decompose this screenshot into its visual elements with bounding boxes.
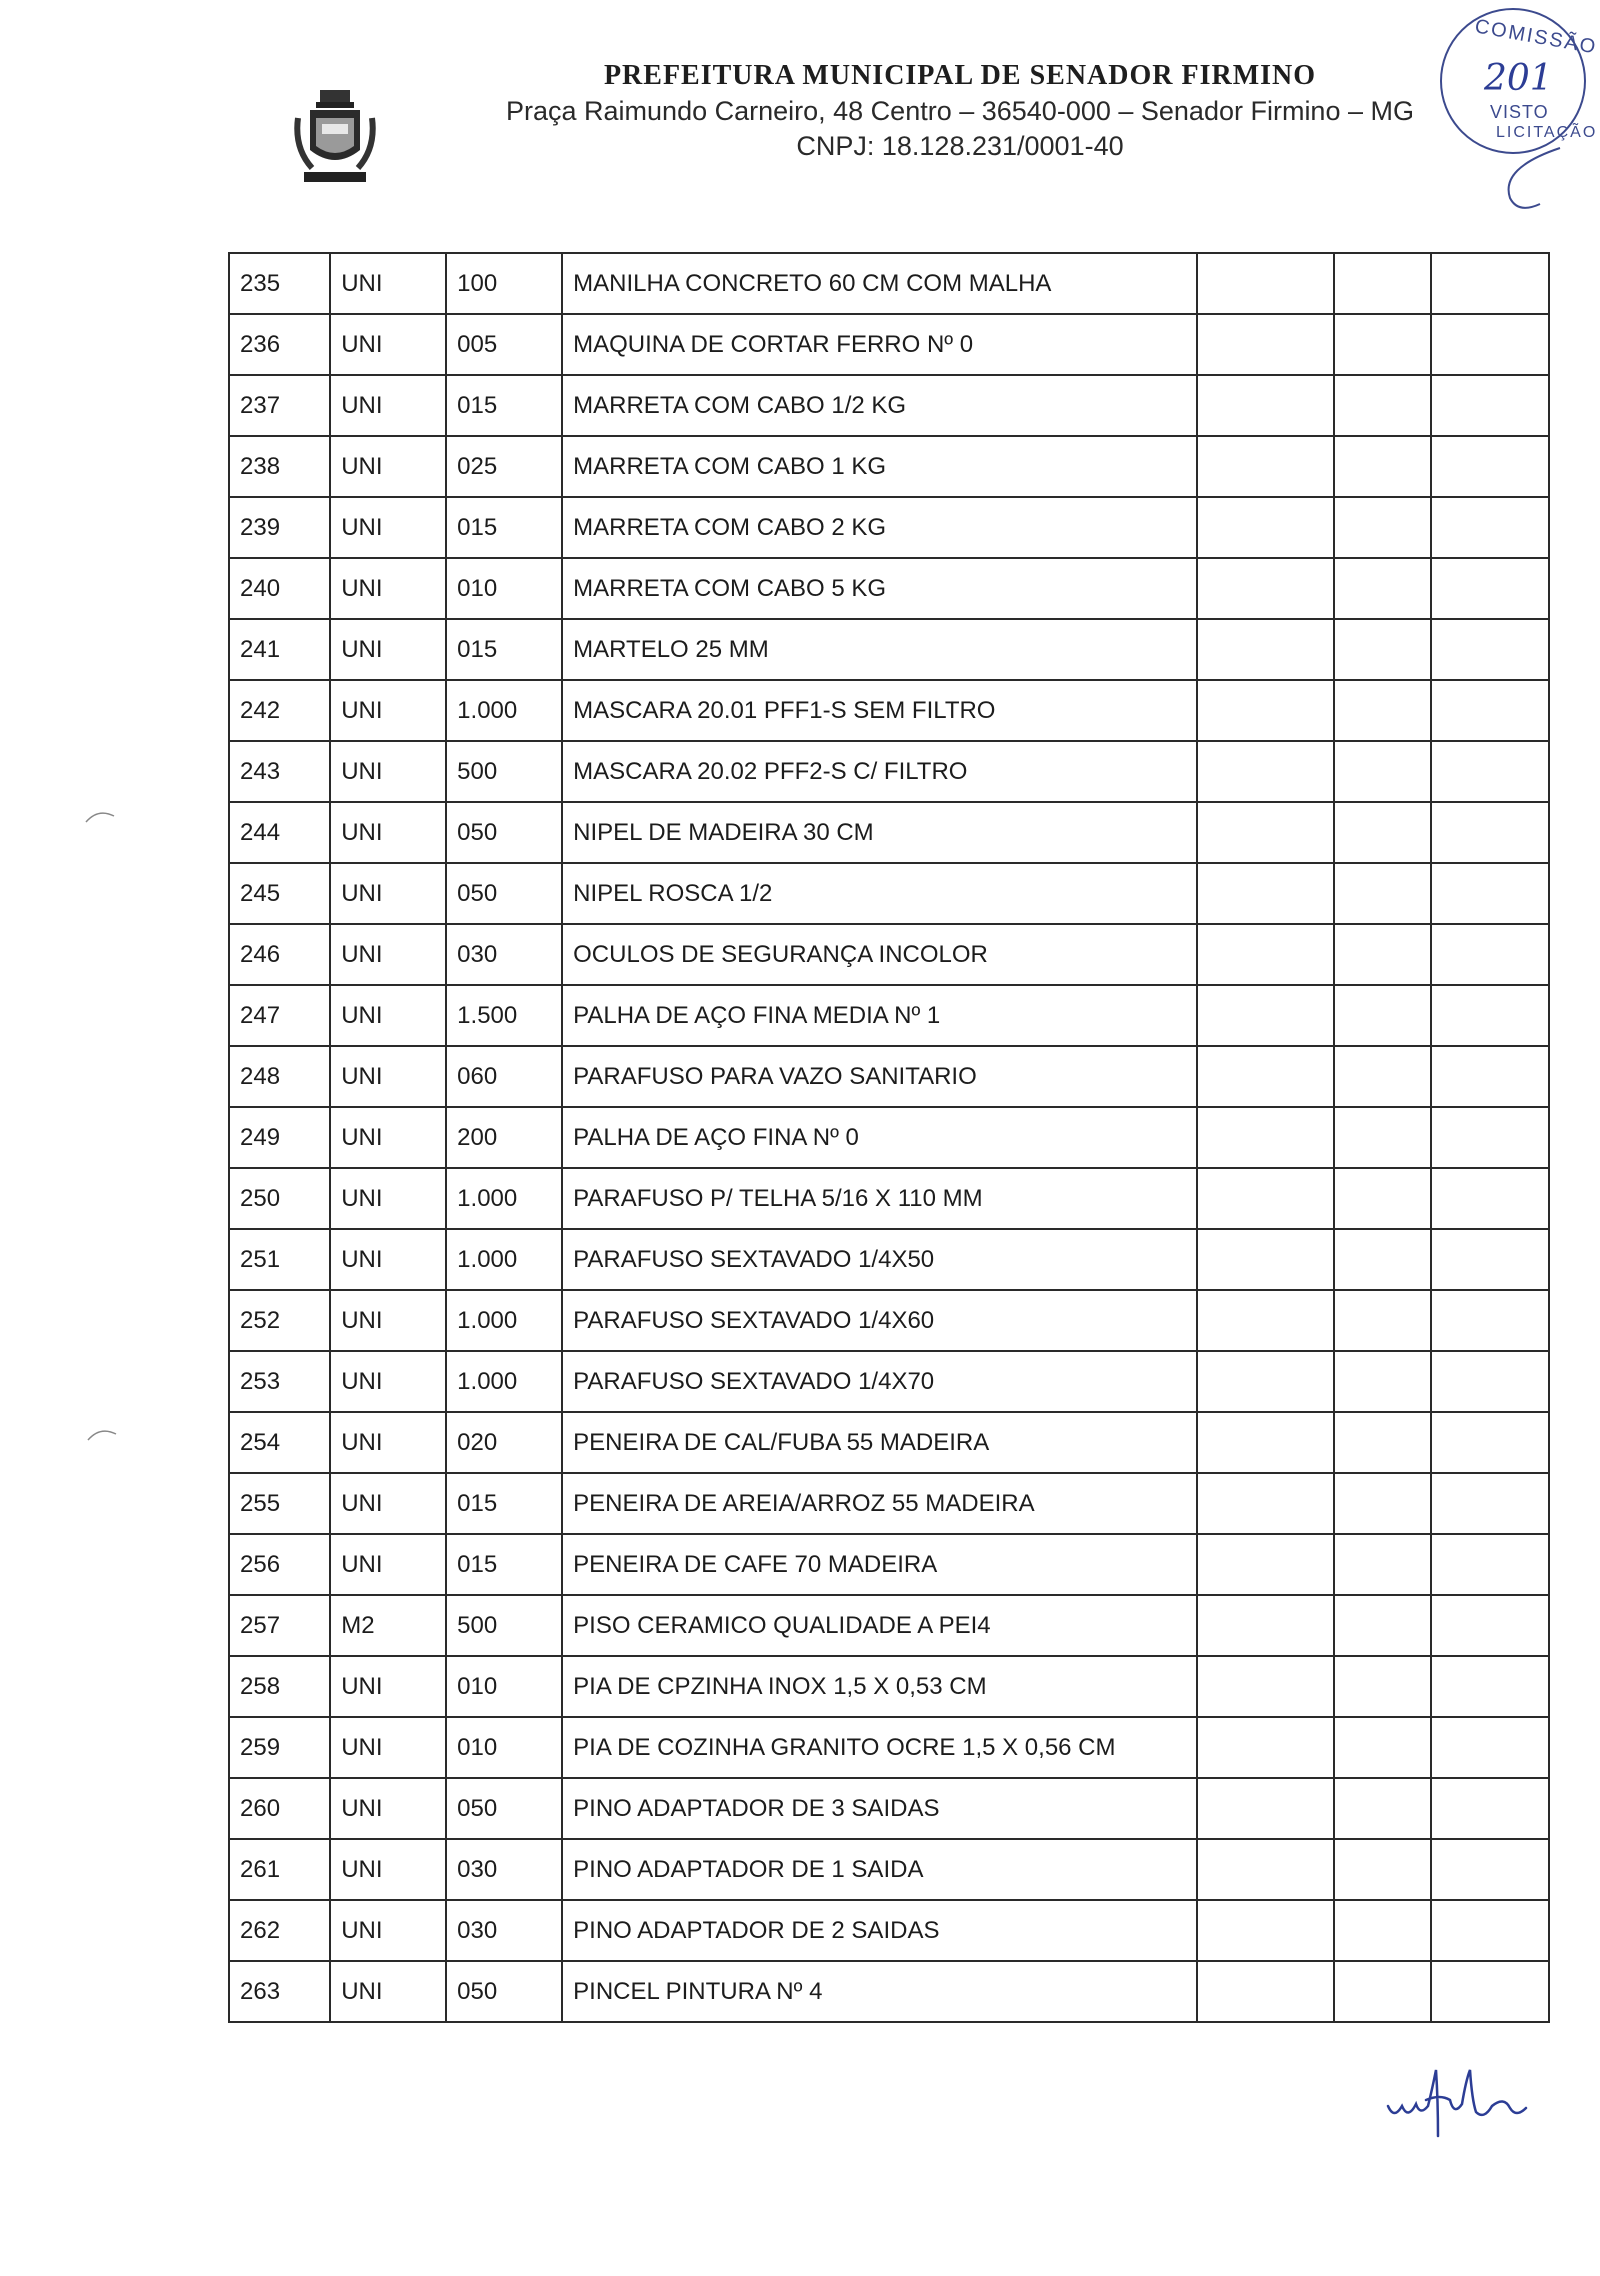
blank-cell (1334, 1656, 1431, 1717)
item-quantity: 050 (446, 1778, 562, 1839)
blank-cell (1334, 1717, 1431, 1778)
item-description: PARAFUSO SEXTAVADO 1/4X70 (562, 1351, 1197, 1412)
table-row (229, 924, 1549, 985)
item-description: MANILHA CONCRETO 60 CM COM MALHA (562, 253, 1197, 314)
item-unit: UNI (330, 1534, 446, 1595)
handwritten-initials (1380, 2060, 1560, 2140)
item-quantity: 050 (446, 802, 562, 863)
blank-cell (1197, 863, 1334, 924)
blank-cell (1197, 1107, 1334, 1168)
item-quantity: 010 (446, 1656, 562, 1717)
blank-cell (1334, 1595, 1431, 1656)
item-quantity: 1.000 (446, 1290, 562, 1351)
blank-cell (1431, 680, 1549, 741)
item-quantity: 500 (446, 1595, 562, 1656)
blank-cell (1334, 1351, 1431, 1412)
item-number: 235 (229, 253, 330, 314)
item-unit: UNI (330, 863, 446, 924)
table-row (229, 1107, 1549, 1168)
table-row (229, 1046, 1549, 1107)
table-row (229, 863, 1549, 924)
blank-cell (1334, 436, 1431, 497)
blank-cell (1431, 1656, 1549, 1717)
item-unit: UNI (330, 924, 446, 985)
blank-cell (1334, 1412, 1431, 1473)
blank-cell (1431, 558, 1549, 619)
blank-cell (1431, 1900, 1549, 1961)
blank-cell (1431, 497, 1549, 558)
item-unit: UNI (330, 741, 446, 802)
blank-cell (1431, 1595, 1549, 1656)
document-header (0, 15, 1600, 210)
item-number: 256 (229, 1534, 330, 1595)
blank-cell (1197, 1229, 1334, 1290)
item-unit: UNI (330, 253, 446, 314)
header-text (460, 60, 1460, 162)
item-description: PALHA DE AÇO FINA MEDIA Nº 1 (562, 985, 1197, 1046)
item-number: 243 (229, 741, 330, 802)
blank-cell (1334, 253, 1431, 314)
item-unit: UNI (330, 497, 446, 558)
item-unit: UNI (330, 1290, 446, 1351)
item-quantity: 1.000 (446, 680, 562, 741)
blank-cell (1197, 436, 1334, 497)
blank-cell (1334, 1046, 1431, 1107)
table-row (229, 680, 1549, 741)
item-number: 263 (229, 1961, 330, 2022)
blank-cell (1197, 680, 1334, 741)
items-table (228, 252, 1550, 2023)
table-row (229, 1290, 1549, 1351)
table-row (229, 314, 1549, 375)
blank-cell (1197, 741, 1334, 802)
table-row (229, 1412, 1549, 1473)
item-number: 254 (229, 1412, 330, 1473)
blank-cell (1197, 1778, 1334, 1839)
blank-cell (1431, 619, 1549, 680)
table-row (229, 1473, 1549, 1534)
blank-cell (1431, 741, 1549, 802)
item-quantity: 005 (446, 314, 562, 375)
item-description: PALHA DE AÇO FINA Nº 0 (562, 1107, 1197, 1168)
blank-cell (1334, 1168, 1431, 1229)
blank-cell (1431, 375, 1549, 436)
item-unit: UNI (330, 1351, 446, 1412)
item-unit: UNI (330, 1656, 446, 1717)
item-unit: UNI (330, 619, 446, 680)
blank-cell (1197, 1839, 1334, 1900)
blank-cell (1197, 1412, 1334, 1473)
item-quantity: 015 (446, 1473, 562, 1534)
item-description: PARAFUSO SEXTAVADO 1/4X50 (562, 1229, 1197, 1290)
item-description: MASCARA 20.01 PFF1-S SEM FILTRO (562, 680, 1197, 741)
blank-cell (1197, 497, 1334, 558)
blank-cell (1431, 985, 1549, 1046)
item-unit: UNI (330, 985, 446, 1046)
blank-cell (1197, 1046, 1334, 1107)
blank-cell (1197, 802, 1334, 863)
item-description: PIA DE COZINHA GRANITO OCRE 1,5 X 0,56 CM (562, 1717, 1197, 1778)
item-number: 247 (229, 985, 330, 1046)
table-row (229, 1839, 1549, 1900)
item-quantity: 015 (446, 1534, 562, 1595)
blank-cell (1334, 619, 1431, 680)
table-row (229, 619, 1549, 680)
table-row (229, 436, 1549, 497)
table-row (229, 1778, 1549, 1839)
item-quantity: 200 (446, 1107, 562, 1168)
item-unit: M2 (330, 1595, 446, 1656)
table-row (229, 1900, 1549, 1961)
item-number: 257 (229, 1595, 330, 1656)
table-row (229, 497, 1549, 558)
blank-cell (1431, 1046, 1549, 1107)
table-row (229, 253, 1549, 314)
blank-cell (1197, 558, 1334, 619)
item-unit: UNI (330, 802, 446, 863)
item-unit: UNI (330, 314, 446, 375)
items-table-body (229, 253, 1549, 2022)
item-number: 252 (229, 1290, 330, 1351)
item-quantity: 010 (446, 558, 562, 619)
item-number: 261 (229, 1839, 330, 1900)
item-description: PINO ADAPTADOR DE 2 SAIDAS (562, 1900, 1197, 1961)
item-description: PIA DE CPZINHA INOX 1,5 X 0,53 CM (562, 1656, 1197, 1717)
table-row (229, 375, 1549, 436)
item-unit: UNI (330, 1839, 446, 1900)
municipal-crest-icon (290, 88, 380, 198)
item-unit: UNI (330, 436, 446, 497)
blank-cell (1334, 1961, 1431, 2022)
blank-cell (1334, 1778, 1431, 1839)
item-description: PENEIRA DE AREIA/ARROZ 55 MADEIRA (562, 1473, 1197, 1534)
item-number: 262 (229, 1900, 330, 1961)
blank-cell (1334, 314, 1431, 375)
municipality-cnpj: CNPJ: 18.128.231/0001-40 (796, 131, 1124, 161)
item-unit: UNI (330, 375, 446, 436)
blank-cell (1197, 924, 1334, 985)
blank-cell (1197, 1656, 1334, 1717)
blank-cell (1197, 619, 1334, 680)
blank-cell (1197, 1473, 1334, 1534)
item-quantity: 015 (446, 497, 562, 558)
stamp-page-number: 201 (1484, 58, 1553, 99)
stamp-signature-icon (1440, 128, 1590, 218)
table-row (229, 741, 1549, 802)
item-unit: UNI (330, 1778, 446, 1839)
stamp-bottom-text: LICITAÇÃO (1496, 124, 1598, 141)
table-row (229, 1595, 1549, 1656)
blank-cell (1334, 924, 1431, 985)
blank-cell (1334, 1107, 1431, 1168)
item-number: 259 (229, 1717, 330, 1778)
blank-cell (1431, 1473, 1549, 1534)
item-quantity: 1.000 (446, 1168, 562, 1229)
item-unit: UNI (330, 1168, 446, 1229)
item-number: 239 (229, 497, 330, 558)
item-quantity: 015 (446, 619, 562, 680)
item-number: 260 (229, 1778, 330, 1839)
item-description: MASCARA 20.02 PFF2-S C/ FILTRO (562, 741, 1197, 802)
blank-cell (1334, 802, 1431, 863)
blank-cell (1431, 1717, 1549, 1778)
item-quantity: 030 (446, 924, 562, 985)
item-description: NIPEL DE MADEIRA 30 CM (562, 802, 1197, 863)
municipality-title: PREFEITURA MUNICIPAL DE SENADOR FIRMINO (603, 60, 1317, 91)
municipality-address: Praça Raimundo Carneiro, 48 Centro – 36540-000 – Senador Firmino – MG (506, 96, 1414, 126)
blank-cell (1431, 924, 1549, 985)
item-number: 253 (229, 1351, 330, 1412)
item-description: MARTELO 25 MM (562, 619, 1197, 680)
table-row (229, 558, 1549, 619)
item-description: MARRETA COM CABO 5 KG (562, 558, 1197, 619)
item-quantity: 100 (446, 253, 562, 314)
item-quantity: 020 (446, 1412, 562, 1473)
item-description: PINO ADAPTADOR DE 3 SAIDAS (562, 1778, 1197, 1839)
item-quantity: 500 (446, 741, 562, 802)
item-description: PENEIRA DE CAL/FUBA 55 MADEIRA (562, 1412, 1197, 1473)
margin-mark-icon (86, 1424, 126, 1444)
blank-cell (1197, 1534, 1334, 1595)
item-unit: UNI (330, 1717, 446, 1778)
item-description: MAQUINA DE CORTAR FERRO Nº 0 (562, 314, 1197, 375)
stamp-visto: VISTO (1490, 102, 1549, 122)
blank-cell (1431, 1351, 1549, 1412)
blank-cell (1334, 863, 1431, 924)
blank-cell (1431, 1229, 1549, 1290)
item-number: 245 (229, 863, 330, 924)
blank-cell (1334, 1290, 1431, 1351)
item-description: MARRETA COM CABO 1/2 KG (562, 375, 1197, 436)
item-number: 255 (229, 1473, 330, 1534)
item-number: 250 (229, 1168, 330, 1229)
blank-cell (1197, 1961, 1334, 2022)
item-description: PINCEL PINTURA Nº 4 (562, 1961, 1197, 2022)
item-number: 240 (229, 558, 330, 619)
table-row (229, 1961, 1549, 2022)
item-quantity: 025 (446, 436, 562, 497)
blank-cell (1431, 1778, 1549, 1839)
blank-cell (1431, 1290, 1549, 1351)
table-row (229, 1229, 1549, 1290)
commission-stamp (1440, 8, 1599, 218)
item-description: NIPEL ROSCA 1/2 (562, 863, 1197, 924)
item-quantity: 030 (446, 1900, 562, 1961)
item-quantity: 030 (446, 1839, 562, 1900)
blank-cell (1197, 1290, 1334, 1351)
blank-cell (1334, 497, 1431, 558)
item-quantity: 050 (446, 863, 562, 924)
table-row (229, 1351, 1549, 1412)
blank-cell (1197, 1168, 1334, 1229)
item-description: PISO CERAMICO QUALIDADE A PEI4 (562, 1595, 1197, 1656)
item-unit: UNI (330, 558, 446, 619)
blank-cell (1431, 1839, 1549, 1900)
blank-cell (1334, 985, 1431, 1046)
item-number: 246 (229, 924, 330, 985)
blank-cell (1197, 253, 1334, 314)
blank-cell (1431, 1961, 1549, 2022)
item-number: 248 (229, 1046, 330, 1107)
item-description: PARAFUSO P/ TELHA 5/16 X 110 MM (562, 1168, 1197, 1229)
item-description: MARRETA COM CABO 2 KG (562, 497, 1197, 558)
item-quantity: 1.500 (446, 985, 562, 1046)
item-description: PARAFUSO PARA VAZO SANITARIO (562, 1046, 1197, 1107)
item-number: 241 (229, 619, 330, 680)
table-row (229, 802, 1549, 863)
margin-mark-icon (84, 806, 124, 826)
blank-cell (1197, 985, 1334, 1046)
item-unit: UNI (330, 1229, 446, 1290)
item-quantity: 050 (446, 1961, 562, 2022)
blank-cell (1197, 1900, 1334, 1961)
item-unit: UNI (330, 1900, 446, 1961)
blank-cell (1197, 314, 1334, 375)
item-description: OCULOS DE SEGURANÇA INCOLOR (562, 924, 1197, 985)
blank-cell (1431, 253, 1549, 314)
item-quantity: 015 (446, 375, 562, 436)
item-unit: UNI (330, 1961, 446, 2022)
blank-cell (1197, 375, 1334, 436)
item-quantity: 060 (446, 1046, 562, 1107)
blank-cell (1431, 1412, 1549, 1473)
blank-cell (1334, 558, 1431, 619)
item-quantity: 1.000 (446, 1229, 562, 1290)
blank-cell (1197, 1595, 1334, 1656)
blank-cell (1197, 1351, 1334, 1412)
item-unit: UNI (330, 680, 446, 741)
table-row (229, 1534, 1549, 1595)
blank-cell (1334, 1473, 1431, 1534)
item-number: 249 (229, 1107, 330, 1168)
item-description: MARRETA COM CABO 1 KG (562, 436, 1197, 497)
table-row (229, 1717, 1549, 1778)
item-description: PINO ADAPTADOR DE 1 SAIDA (562, 1839, 1197, 1900)
blank-cell (1334, 375, 1431, 436)
item-description: PARAFUSO SEXTAVADO 1/4X60 (562, 1290, 1197, 1351)
item-unit: UNI (330, 1046, 446, 1107)
blank-cell (1334, 741, 1431, 802)
blank-cell (1334, 1534, 1431, 1595)
item-number: 242 (229, 680, 330, 741)
blank-cell (1431, 802, 1549, 863)
blank-cell (1197, 1717, 1334, 1778)
item-number: 258 (229, 1656, 330, 1717)
blank-cell (1334, 1839, 1431, 1900)
item-number: 236 (229, 314, 330, 375)
item-quantity: 1.000 (446, 1351, 562, 1412)
blank-cell (1431, 1168, 1549, 1229)
blank-cell (1431, 863, 1549, 924)
table-row (229, 1656, 1549, 1717)
item-description: PENEIRA DE CAFE 70 MADEIRA (562, 1534, 1197, 1595)
blank-cell (1431, 314, 1549, 375)
item-number: 238 (229, 436, 330, 497)
item-unit: UNI (330, 1473, 446, 1534)
items-table-container (228, 252, 1550, 2052)
item-unit: UNI (330, 1107, 446, 1168)
item-number: 244 (229, 802, 330, 863)
item-unit: UNI (330, 1412, 446, 1473)
item-quantity: 010 (446, 1717, 562, 1778)
item-number: 237 (229, 375, 330, 436)
table-row (229, 985, 1549, 1046)
table-row (229, 1168, 1549, 1229)
blank-cell (1431, 436, 1549, 497)
blank-cell (1334, 1900, 1431, 1961)
item-number: 251 (229, 1229, 330, 1290)
blank-cell (1334, 1229, 1431, 1290)
blank-cell (1334, 680, 1431, 741)
blank-cell (1431, 1107, 1549, 1168)
stamp-top-text: COMISSÃO (1473, 15, 1599, 59)
blank-cell (1431, 1534, 1549, 1595)
